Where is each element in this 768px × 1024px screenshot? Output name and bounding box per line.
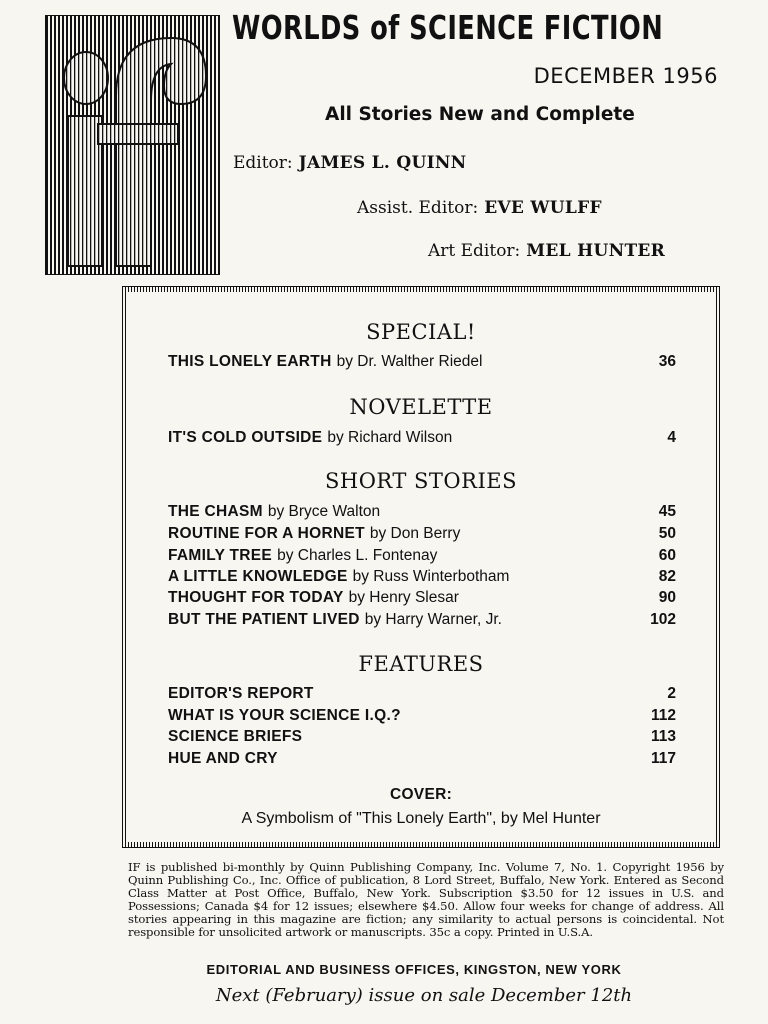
- page-number: 2: [667, 685, 676, 702]
- toc-entry: [168, 568, 676, 590]
- story-title: THE CHASM: [168, 503, 263, 520]
- credit-assistant-editor: [357, 198, 602, 218]
- toc-entry: [168, 525, 676, 547]
- story-author: by Don Berry: [369, 525, 461, 542]
- section-heading-features: FEATURES: [358, 652, 484, 676]
- toc-entry: [168, 707, 676, 729]
- next-issue-notice: Next (February) issue on sale December 12th: [215, 985, 633, 1006]
- toc-entry: [168, 353, 676, 375]
- story-title: FAMILY TREE: [168, 547, 273, 564]
- page-number: 50: [658, 525, 676, 542]
- story-title: THOUGHT FOR TODAY: [168, 589, 344, 606]
- feature-title: WHAT IS YOUR SCIENCE I.Q.?: [168, 707, 401, 724]
- story-author: by Harry Warner, Jr.: [364, 611, 502, 628]
- page-number: 45: [658, 503, 676, 520]
- toc-entry: [168, 429, 676, 451]
- toc-entry: [168, 611, 676, 633]
- page-number: 113: [650, 728, 676, 745]
- tagline: All Stories New and Complete: [325, 104, 635, 125]
- credit-role: Assist. Editor:: [357, 198, 479, 218]
- cover-heading: COVER:: [389, 786, 453, 803]
- credit-name: JAMES L. QUINN: [298, 153, 467, 173]
- toc-entry: [168, 589, 676, 611]
- page-number: 90: [658, 589, 676, 606]
- toc-entry: [168, 503, 676, 525]
- section-heading-short-stories: SHORT STORIES: [325, 469, 517, 493]
- offices-line: EDITORIAL AND BUSINESS OFFICES, KINGSTON, NEW YORK: [206, 962, 622, 977]
- issue-date: DECEMBER 1956: [533, 64, 718, 88]
- story-title: THIS LONELY EARTH: [168, 353, 332, 370]
- if-logo: [45, 15, 220, 275]
- toc-entry: [168, 547, 676, 569]
- magazine-title: WORLDS of SCIENCE FICTION: [232, 8, 664, 47]
- page-number: 60: [658, 547, 676, 564]
- credit-role: Editor:: [233, 153, 293, 173]
- section-heading-special: SPECIAL!: [366, 320, 476, 344]
- credit-art-editor: [428, 241, 665, 261]
- credit-name: MEL HUNTER: [526, 241, 666, 261]
- page-number: 82: [658, 568, 676, 585]
- story-title: ROUTINE FOR A HORNET: [168, 525, 365, 542]
- cover-description: A Symbolism of "This Lonely Earth", by Mel Hunter: [241, 810, 601, 827]
- story-author: by Charles L. Fontenay: [277, 547, 438, 564]
- story-author: by Russ Winterbotham: [352, 568, 510, 585]
- feature-title: HUE AND CRY: [168, 750, 278, 767]
- publication-fine-print: IF is published bi-monthly by Quinn Publishing Company, Inc. Volume 7, No. 1. Copyright 1956 by Quinn Publishing Co., Inc. Office of publication, 8 Lord Street, Buffalo, New York. Entered as Second Class Matter at Post Office, Buffalo, New York. Subscription $3.50 for 12 issues in U.S. and Possessions; Canada $4 for 12 issues; elsewhere $4.50. Allow four weeks for change of address. All stories appearing in this magazine are fiction; any similarity to actual persons is coincidental. Not responsible for unsolicited artwork or manuscripts. 35c a copy. Printed in U.S.A.: [128, 860, 724, 939]
- credit-role: Art Editor:: [428, 241, 521, 261]
- credit-editor: [233, 153, 467, 173]
- if-logo-glyph: [46, 16, 221, 276]
- story-author: by Dr. Walther Riedel: [336, 353, 483, 370]
- contents-box: [122, 286, 720, 848]
- story-title: BUT THE PATIENT LIVED: [168, 611, 360, 628]
- story-author: by Bryce Walton: [267, 503, 381, 520]
- story-author: by Richard Wilson: [327, 429, 453, 446]
- page-number: 112: [650, 707, 676, 724]
- story-title: A LITTLE KNOWLEDGE: [168, 568, 348, 585]
- page-number: 36: [658, 353, 676, 370]
- toc-entry: [168, 750, 676, 772]
- section-heading-novelette: NOVELETTE: [349, 395, 493, 419]
- credit-name: EVE WULFF: [484, 198, 602, 218]
- feature-title: SCIENCE BRIEFS: [168, 728, 303, 745]
- story-author: by Henry Slesar: [348, 589, 459, 606]
- toc-entry: [168, 685, 676, 707]
- page-number: 4: [667, 429, 676, 446]
- page-number: 102: [650, 611, 676, 628]
- feature-title: EDITOR'S REPORT: [168, 685, 314, 702]
- page-number: 117: [650, 750, 676, 767]
- story-title: IT'S COLD OUTSIDE: [168, 429, 323, 446]
- toc-entry: [168, 728, 676, 750]
